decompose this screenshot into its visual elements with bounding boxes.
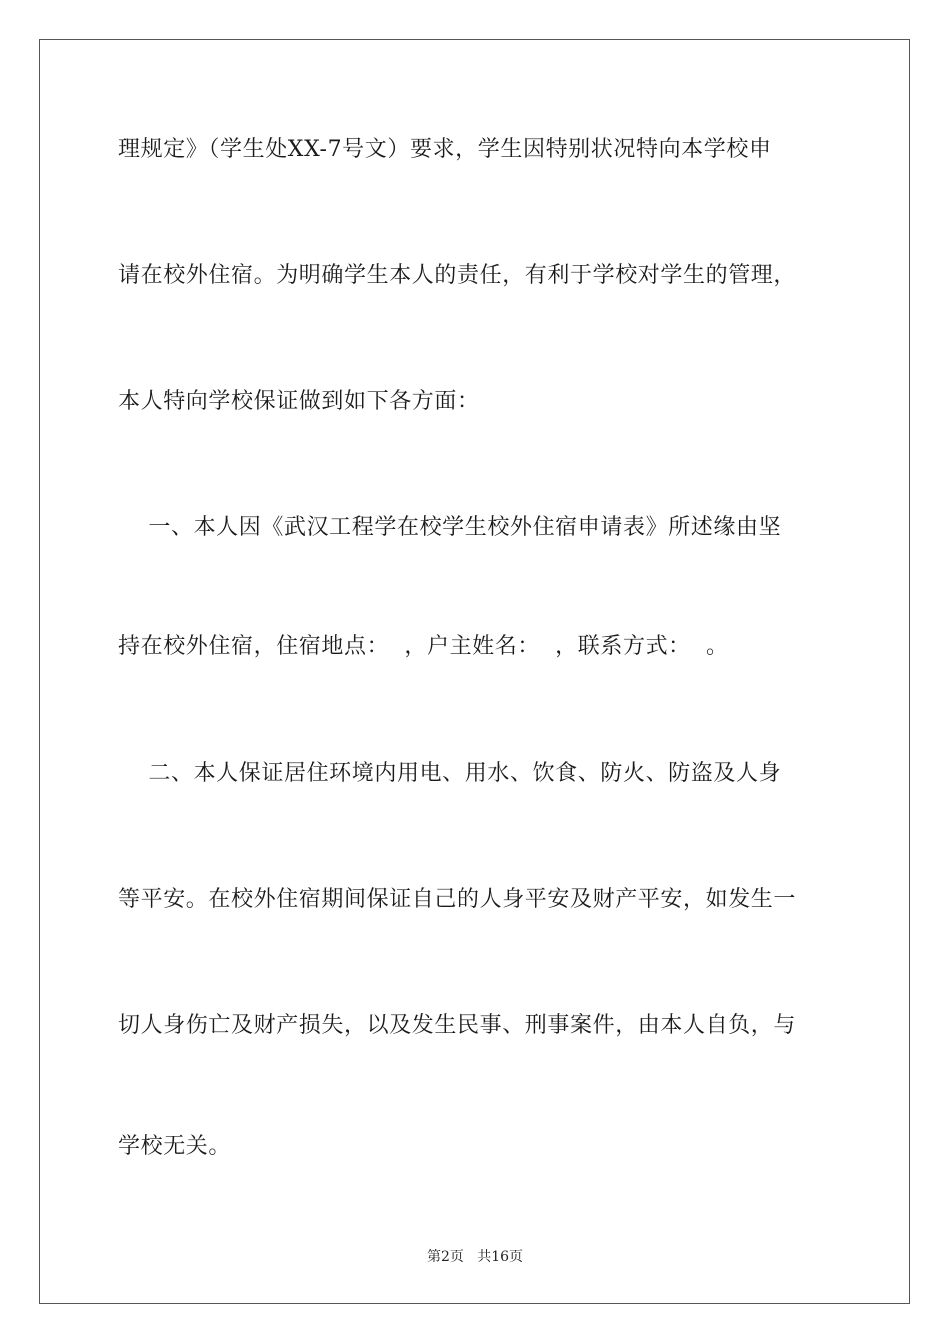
text-line-6: 二、本人保证居住环境内用电、用水、饮食、防火、防盗及人身 — [118, 761, 782, 786]
text-line-9: 学校无关。 — [118, 1134, 232, 1159]
page-border — [39, 39, 910, 1304]
text-line-7: 等平安。在校外住宿期间保证自己的人身平安及财产平安，如发生一 — [118, 887, 797, 912]
text-line-3: 本人特向学校保证做到如下各方面： — [118, 389, 480, 414]
text-line-5: 持在校外住宿，住宿地点： ，户主姓名： ，联系方式： 。 — [118, 634, 729, 659]
text-line-2: 请在校外住宿。为明确学生本人的责任，有利于学校对学生的管理， — [118, 263, 797, 288]
page-footer: 第2页 共16页 — [426, 1249, 524, 1265]
text-line-8: 切人身伤亡及财产损失，以及发生民事、刑事案件，由本人自负，与 — [118, 1013, 797, 1038]
text-line-1: 理规定》（学生处XX-7号文）要求，学生因特别状况特向本学校申 — [118, 137, 772, 162]
text-line-4: 一、本人因《武汉工程学在校学生校外住宿申请表》所述缘由坚 — [118, 515, 782, 540]
